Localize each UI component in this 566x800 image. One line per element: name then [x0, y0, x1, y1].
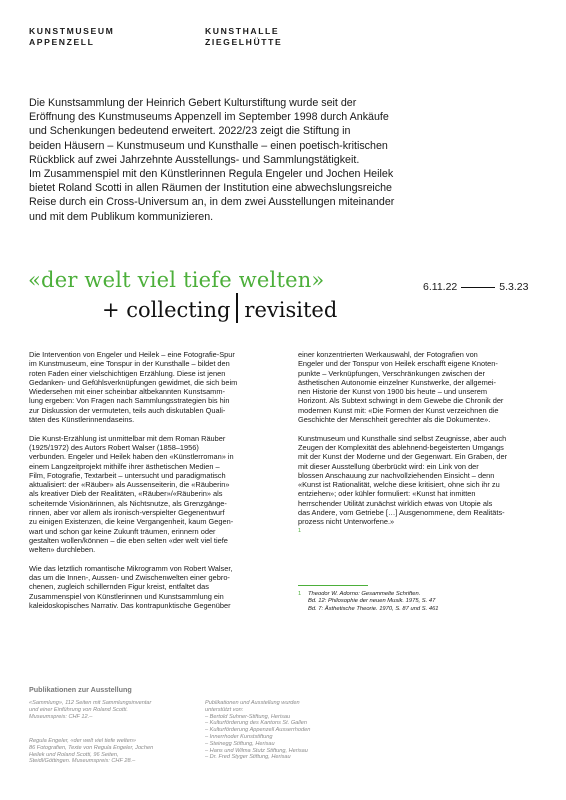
intro-line: und Schenkungen bedeutend erweitert. 2022/23 zeigt die Stiftung in	[29, 125, 351, 138]
body-line: punkte – Verknüpfungen, Verschränkungen zwischen der	[298, 368, 485, 378]
body-line: herrschender Utilität zunächst wirklich etwas von Utopie als	[298, 498, 493, 508]
body-line	[298, 517, 536, 536]
footnote-line: Theodor W. Adorno: Gesammelte Schriften.	[308, 591, 421, 597]
intro-line: Im Zusammenspiel mit den Künstlerinnen Regula Engeler und Jochen Heilek	[29, 168, 394, 181]
body-column-right	[298, 350, 536, 545]
body-line: Gedanken- und Gefühlsverknüpfungen gewidmet, die sich beim	[29, 377, 238, 387]
body-line: Zeugen der Komplexität des ablehnend-begeisterten Umgangs	[298, 442, 504, 452]
body-line: Engeler und der Tonspur von Heilek erschafft eigene Knoten-	[298, 359, 498, 369]
subtitle-divider	[236, 293, 238, 323]
intro-line: Eröffnung des Kunstmuseums Appenzell im September 1998 durch Ankäufe	[29, 111, 389, 124]
publication-line: und einer Einführung von Roland Scotti.	[29, 706, 128, 713]
body-line: einer konzentrierten Werkauswahl, der Fotografien von	[298, 350, 478, 359]
supporters-list	[205, 700, 310, 761]
publication-line: «Sammlung», 112 Seiten mit Sammlungsinventar	[29, 700, 152, 706]
body-line: roten Faden einer vielschichtigen Erzählung. Diese ist jenen	[29, 368, 226, 378]
exhibition-dates	[423, 281, 528, 293]
body-line: verbunden. Engeler und Heilek haben den «Künstlerroman» in	[29, 452, 234, 462]
body-line: mit dieser Ausstellung überbrückt wird: ein Link von der	[298, 461, 479, 471]
body-line: einem Langzeitprojekt mithilfe ihrer ästhetischen Medien –	[29, 461, 220, 471]
body-line: gestalten wollen/können – die eben selten «der welt viel tiefe	[29, 535, 228, 545]
body-line: lung ergeben: Von Fragen nach Sammlungsstrategien bis hin	[29, 396, 230, 406]
body-line: mit der Kunst der Moderne und der Gegenwart. Ein Graben, der	[298, 452, 508, 462]
publication-line: 86 Fotografien, Texte von Regula Engeler, Jochen	[29, 744, 154, 751]
publication-line: Regula Engeler, «der welt viel tiefe welten»	[29, 738, 136, 744]
body-paragraph	[298, 434, 536, 536]
body-line: aktualisiert: der «Räuber» als Aussenseiterin, die «Räuberin»	[29, 480, 230, 490]
body-line: Wie das letztlich romantische Mikrogramm von Robert Walser,	[29, 563, 233, 573]
body-line: Horizont. Als Subtext schwingt in dem Gewebe die Chronik der	[298, 396, 504, 406]
body-line: das Andere, vom Getriebe […] Ausgenommene, dem Realitäts-	[298, 508, 505, 518]
body-column-left	[29, 350, 267, 620]
body-line: Kunstmuseum und Kunsthalle sind selbst Zeugnisse, aber auch	[298, 433, 507, 443]
exhibition-subtitle	[102, 293, 337, 323]
footnote-number: 1	[298, 591, 302, 597]
body-line: entziehen»; oder kühler formuliert: «Kunst hat inmitten	[298, 489, 476, 499]
body-line: als kreativer Dieb der Realitäten, «Räuber»/«Räuberin» als	[29, 489, 223, 499]
footnote-text	[308, 591, 439, 613]
body-line: modernen Kunst mit: «Die Formen der Kunst verzeichnen die	[298, 405, 499, 415]
body-line: welten» durchleben.	[29, 545, 96, 555]
supporters-intro: unterstützt von:	[205, 706, 244, 713]
body-line: wart und schon gar keine Zukunft träumen, erinnern oder	[29, 526, 216, 536]
footnote-rule	[298, 585, 368, 586]
body-line: rinnen, aber vor allem als ironisch-verspielter Gegenentwurf	[29, 508, 225, 518]
supporter-item: – Kulturförderung des Kantons St. Gallen	[205, 720, 307, 727]
subtitle-collecting: + collecting	[102, 298, 231, 322]
supporter-item: – Innerrhoder Kunststiftung	[205, 733, 273, 740]
exhibition-title: «der welt viel tiefe welten»	[28, 268, 325, 292]
intro-line: und mit dem Publikum kommunizieren.	[29, 210, 214, 223]
body-line: scheiternde Visionärinnen, als Nichtsnutze, als Grenzgänge-	[29, 498, 227, 508]
body-line: im Kunstmuseum, eine Tonspur in der Kunsthalle – bildet den	[29, 359, 230, 369]
body-paragraph	[29, 434, 267, 555]
supporter-item: – Steinegg Stiftung, Herisau	[205, 740, 275, 747]
body-paragraph	[298, 350, 536, 424]
supporter-item: – Dr. Fred Styger Stiftung, Herisau	[205, 754, 291, 761]
body-line: kaleidoskopisches Narrativ. Das kontrapunktische Gegenüber	[29, 601, 231, 611]
body-line: blossen Anschauung zur nachvollziehenden Einsicht – denn	[298, 470, 495, 480]
intro-line: Reise durch ein Cross-Universum an, in dem zwei Ausstellungen miteinander	[29, 196, 395, 209]
footnote	[298, 591, 439, 613]
body-line: Wiedersehen mit einer scheinbar altbekannten Kunstsamm-	[29, 387, 225, 397]
institution-kunstmuseum: KUNSTMUSEUM APPENZELL	[29, 26, 115, 47]
publication-sammlung	[29, 700, 151, 720]
intro-line: bietet Roland Scotti in allen Räumen der Institution eine abwechslungsreiche	[29, 182, 392, 195]
intro-paragraph	[29, 96, 499, 224]
body-line: Die Intervention von Engeler und Heilek – eine Fotografie-Spur	[29, 350, 235, 359]
date-start: 6.11.22	[423, 281, 458, 293]
supporter-item: – Kulturförderung Appenzell Ausserrhoden	[205, 727, 311, 734]
intro-line: beiden Häusern – Kunstmuseum und Kunsthalle – einen poetisch-kritischen	[29, 139, 388, 152]
footnote-line: Bd. 12: Philosophie der neuen Musik. 1975, S. 47	[308, 598, 436, 605]
date-dash	[461, 287, 495, 288]
publications-heading: Publikationen zur Ausstellung	[29, 685, 132, 694]
body-line: zu einigen Existenzen, die keine Vergangenheit, kaum Gegen-	[29, 517, 234, 527]
supporter-item: – Bertold Suhner-Stiftung, Herisau	[205, 713, 291, 720]
publication-line: Steidl/Göttingen. Museumspreis: CHF 28.–	[29, 758, 136, 765]
body-line: chenen, zugleich schillernden Figur kreist, entfaltet das	[29, 582, 209, 592]
supporters-intro: Publikationen und Ausstellung wurden	[205, 700, 300, 706]
publication-line: Museumspreis: CHF 12.–	[29, 713, 93, 720]
body-line: «Kunst ist Rationalität, welche diese kritisiert, ohne sich ihr zu	[298, 480, 500, 490]
body-line: Die Kunst-Erzählung ist unmittelbar mit dem Roman Räuber	[29, 433, 226, 443]
footnote-line: Bd. 7: Ästhetische Theorie. 1970, S. 87 und S. 461	[308, 605, 439, 612]
body-line: (1925/1972) des Autors Robert Walser (1858–1956)	[29, 442, 199, 452]
body-line: nen Historie der Kunst von 1900 bis heute – und unserem	[298, 387, 487, 397]
subtitle-revisited: revisited	[244, 298, 338, 322]
body-paragraph	[29, 350, 267, 424]
supporter-item: – Hans und Wilma Stutz Stiftung, Herisau	[205, 747, 308, 754]
body-line: ästhetischen Autonomie einzelner Kunstwerke, der allgemei-	[298, 377, 497, 387]
body-line-text: prozess nicht Unterworfene.»	[298, 517, 395, 527]
body-paragraph	[29, 564, 267, 610]
date-end: 5.3.23	[499, 281, 529, 293]
footnote-marker[interactable]: 1	[298, 527, 302, 534]
intro-line: Die Kunstsammlung der Heinrich Gebert Kulturstiftung wurde seit der	[29, 97, 357, 109]
body-line: täten des Künstlerinnendaseins.	[29, 415, 135, 425]
institution-kunsthalle: KUNSTHALLE ZIEGELHÜTTE	[205, 26, 283, 47]
body-line: das um die Innen-, Aussen- und Zwischenwelten einer gebro-	[29, 573, 230, 583]
body-line: Film, Fotografie, Textarbeit – untersucht und paradigmatisch	[29, 470, 226, 480]
publication-engeler	[29, 738, 153, 765]
publication-line: Heilek und Roland Scotti, 96 Seiten,	[29, 751, 119, 758]
body-line: Zusammenspiel von Künstlerinnen und Kunstsammlung ein	[29, 591, 224, 601]
body-line: zur Diskussion der vermuteten, teils auch diskutablen Quali-	[29, 405, 226, 415]
intro-line: Rückblick auf zwei Jahrzehnte Ausstellungs- und Sammlungstätigkeit.	[29, 153, 360, 166]
body-line: Geschichte der Menschheit gerechter als die Dokumente».	[298, 415, 491, 425]
